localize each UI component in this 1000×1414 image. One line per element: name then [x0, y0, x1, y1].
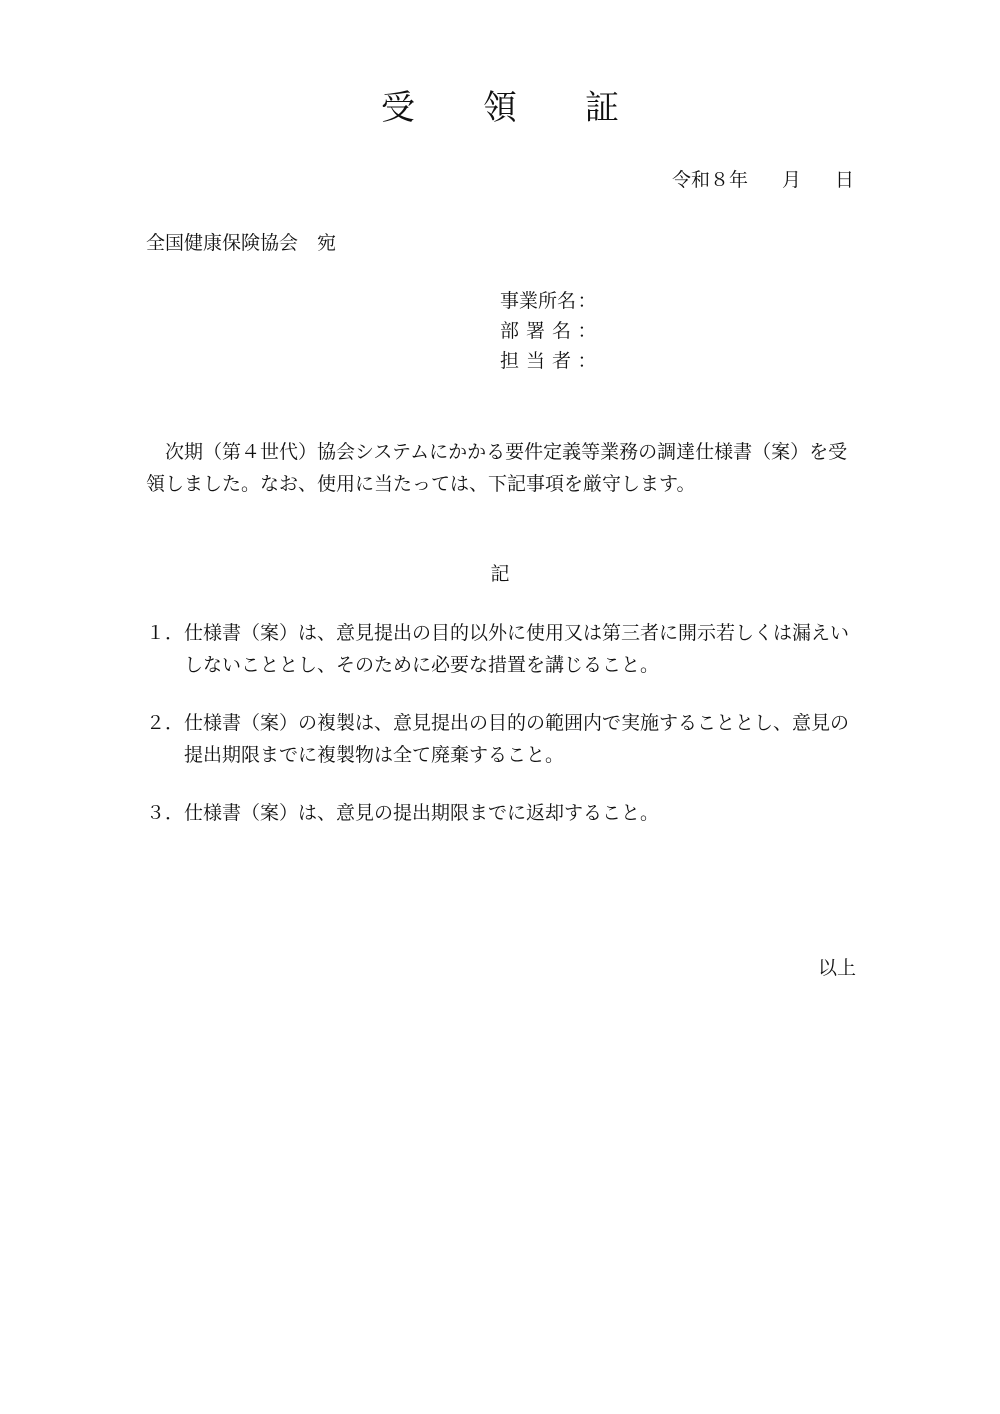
sender-label-department: 部署名	[500, 320, 579, 342]
body-paragraph: 次期（第４世代）協会システムにかかる要件定義等業務の調達仕様書（案）を受領しました。なお、使用に当たっては、下記事項を厳守します。	[146, 441, 848, 495]
sender-colon: ：	[577, 350, 597, 372]
date-month-label: 月	[781, 169, 801, 191]
list-item	[146, 797, 858, 829]
list-item	[146, 617, 858, 681]
sender-colon: ：	[577, 320, 597, 342]
sender-block	[500, 286, 602, 376]
item-number: １．	[146, 622, 185, 644]
list-item	[146, 707, 858, 771]
item-list	[146, 617, 858, 855]
document-date	[672, 165, 854, 192]
date-day-label: 日	[834, 169, 854, 191]
sender-label-person: 担当者	[500, 350, 579, 372]
sender-colon: ：	[577, 290, 597, 312]
title-char: 証	[585, 88, 619, 128]
addressee: 全国健康保険協会 宛	[146, 232, 337, 254]
item-text: 仕様書（案）は、意見の提出期限までに返却すること。	[184, 802, 660, 824]
sender-label-office: 事業所名	[500, 290, 577, 312]
sender-row-office	[500, 286, 602, 316]
sender-row-department	[500, 316, 602, 346]
item-number: ３．	[146, 802, 185, 824]
title-char: 領	[483, 88, 517, 128]
sender-row-person	[500, 346, 602, 376]
item-number: ２．	[146, 712, 185, 734]
item-text: 仕様書（案）は、意見提出の目的以外に使用又は第三者に開示若しくは漏えいしないこととし、そのために必要な措置を講じること。	[184, 622, 850, 676]
closing-mark: 以上	[817, 957, 856, 979]
document-title	[0, 80, 1000, 129]
date-era-year: 令和８年	[671, 169, 748, 191]
title-char: 受	[381, 88, 415, 128]
item-text: 仕様書（案）の複製は、意見提出の目的の範囲内で実施することとし、意見の提出期限までに複製物は全て廃棄すること。	[184, 712, 850, 766]
ki-heading: 記	[490, 563, 510, 585]
